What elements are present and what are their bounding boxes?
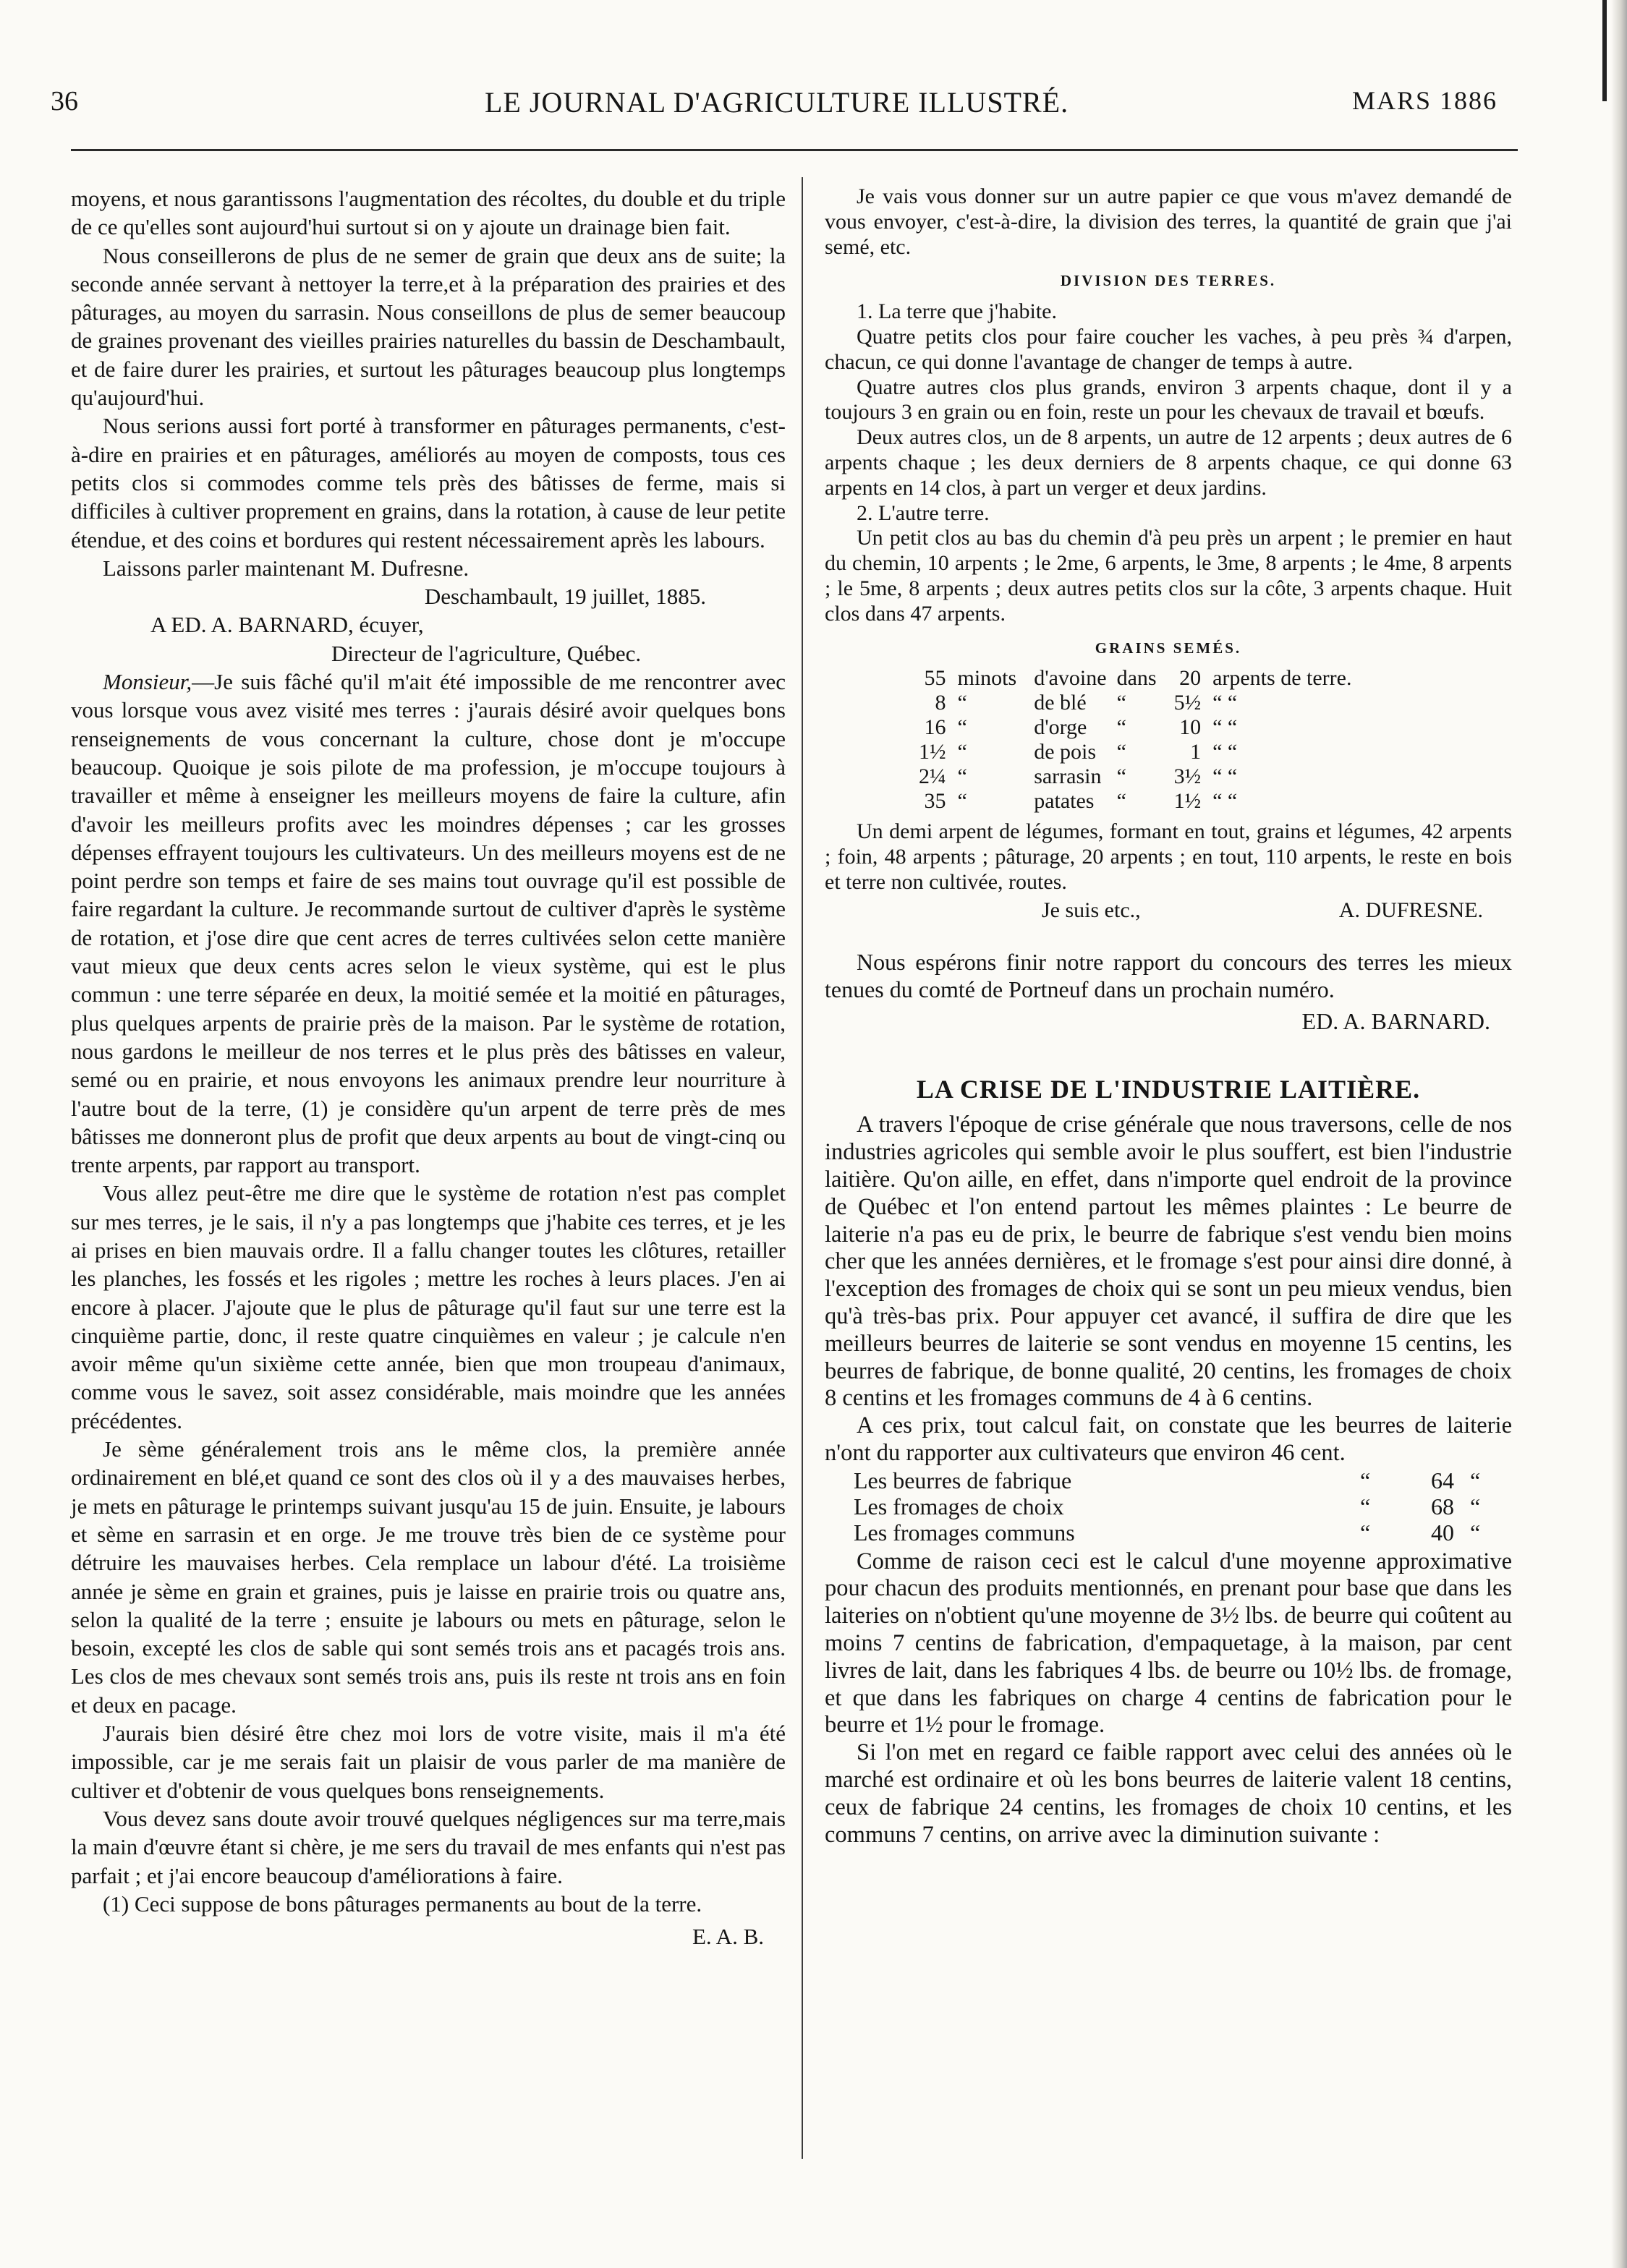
grain-row-ditto2: “ (1116, 691, 1126, 715)
price-row (854, 1493, 1480, 1519)
salutation: Monsieur, (103, 669, 192, 695)
letter-addressee-title: Directeur de l'agriculture, Québec. (331, 640, 642, 666)
paragraph: A travers l'époque de crise générale que nous traversons, celle de nos industries agricoles qui semble avoir le plus souffert, est bien l'industrie laitière. Qu'on aille, en effet, dans n'importe quel endroit de la province de Québec et l'on entend partout les mêmes plaintes : Le beurre de laiterie n'a pas eu de prix, le beurre de fabrique s'est vendu bien moins cher que les années dernières, et le fromage s'est pour ainsi dire donné, à l'exception des fromages de choix qui se sont un peu mieux vendus, bien qu'à très-bas prix. Pour appuyer cet avancé, il suffira de dire que les meilleurs beurres de laiterie se sont vendus en moyenne 15 centins, les beurres de fabrique, de bonne qualité, 20 centins, les fromages de choix 8 centins et les fromages communs de 4 à 6 centins. (825, 1112, 1512, 1412)
price-row-ditto: “ (1360, 1519, 1371, 1546)
grain-row-area: 5½ (1173, 691, 1202, 715)
price-row-label: Les fromages communs (854, 1519, 1075, 1546)
price-row-value: 64 (1431, 1467, 1454, 1493)
grain-row-qty: 1½ (919, 740, 946, 764)
journal-title: LE JOURNAL D'AGRICULTURE ILLUSTRÉ. (485, 86, 1069, 119)
article-heading: LA CRISE DE L'INDUSTRIE LAITIÈRE. (916, 1074, 1421, 1104)
price-row (854, 1467, 1480, 1493)
column-divider (802, 177, 803, 2159)
letter-place-date: Deschambault, 19 juillet, 1885. (424, 584, 706, 610)
grain-row (919, 789, 1362, 814)
price-row-unit: “ (1470, 1467, 1481, 1493)
letter-paragraph: Vous devez sans doute avoir trouvé quelques négligences sur ma terre,mais la main d'œuvre étant si chère, je me sers du travail de mes enfants qui n'est pas parfait ; et j'ai encore beaucoup d'améliorations à faire. (71, 1805, 786, 1888)
grain-row-ditto2: “ (1116, 764, 1126, 789)
paragraph: Nous conseillerons de plus de ne semer de grain que deux ans de suite; la seconde année servant à nettoyer la terre,et à la préparation des prairies et des pâturages, au moyen du sarrasin. Nous conseillons de plus de semer beaucoup de graines provenant des vieilles prairies naturelles du bassin de Deschambault, et de faire durer les prairies, et surtout les pâturages beaucoup plus longtemps qu'aujourd'hui. (71, 242, 786, 411)
grain-row-item: de blé (1034, 691, 1087, 715)
issue-date: MARS 1886 (1351, 86, 1498, 115)
letter-addressee: A ED. A. BARNARD, écuyer, (150, 612, 424, 638)
letter-paragraph: J'aurais bien désiré être chez moi lors de votre visite, mais il m'a été impossible, car je me serais fait un plaisir de vous parler de ma manière de cultiver et d'obtenir de vous quelques bons renseignements. (71, 1721, 786, 1803)
grain-row-qty: 8 (935, 691, 946, 715)
grain-row-qty: 16 (924, 715, 946, 740)
grain-row-ditto3: arpents de terre. (1212, 666, 1352, 691)
grain-row-item: d'orge (1034, 715, 1087, 740)
grain-row-ditto2: “ (1116, 789, 1126, 814)
grain-row-item: d'avoine (1034, 666, 1107, 691)
paragraph: 2. L'autre terre. (857, 500, 990, 525)
grain-row-ditto3: “ “ (1212, 691, 1238, 715)
paragraph: Laissons parler maintenant M. Dufresne. (103, 555, 470, 581)
price-row-ditto: “ (1360, 1467, 1371, 1493)
prices-table (854, 1467, 1480, 1546)
grain-row-area: 1½ (1173, 789, 1202, 814)
paragraph: Comme de raison ceci est le calcul d'une moyenne approximative pour chacun des produits mentionnés, en prenant pour base que dans les laiteries on n'obtient qu'une moyenne de 3½ lbs. de beurre qui coûtent au moins 7 centins de fabrication, d'empaquetage, à la maison, par cent livres de lait, dans les fabriques 4 lbs. de beurre ou 10½ lbs. de fromage, et que dans les fabriques on charge 4 centins de fabrication pour le beurre et 1½ pour le fromage. (825, 1548, 1512, 1739)
price-row-label: Les beurres de fabrique (854, 1467, 1072, 1493)
closing-text: Je suis etc., (1042, 898, 1141, 922)
grain-row (919, 715, 1362, 740)
page-header (51, 85, 1498, 129)
paragraph: Je vais vous donner sur un autre papier ce que vous m'avez demandé de vous envoyer, c'est-à-dire, la division des terres, la quantité de grain que j'ai semé, etc. (825, 184, 1512, 259)
grain-row-ditto3: “ “ (1212, 789, 1238, 814)
grain-row-ditto3: “ “ (1212, 740, 1238, 764)
paragraph: 1. La terre que j'habite. (857, 299, 1057, 324)
edge-mark (1602, 0, 1607, 101)
right-column (825, 184, 1512, 1849)
grain-row (919, 666, 1362, 691)
grain-row-area: 1 (1190, 740, 1202, 764)
grain-row (919, 764, 1362, 789)
grain-row-ditto1: “ (957, 789, 967, 814)
letter-paragraph: Je sème généralement trois ans le même clos, la première année ordinairement en blé,et quand ce sont des clos où il y a des mauvaises herbes, je mets en pâturage le printemps suivant jusqu'au 15 de juin. Ensuite, je labours et sème en sarrasin et en orge. Je me trouve très bien de ce système pour détruire les mauvaises herbes. Cela remplace un labour d'été. La troisième année je sème en grain et graines, puis je laisse en prairie trois ou quatre ans, selon la qualité de la terre ; ensuite je labours ou mets en pâturage, selon le besoin, excepté les clos de sable qui sont semés trois ans et pacagés trois ans. Les clos de mes chevaux sont semés trois ans, puis ils reste nt trois ans en foin et deux en pacage. (71, 1436, 786, 1718)
grain-row-ditto2: dans (1116, 666, 1157, 691)
paragraph: Quatre petits clos pour faire coucher les vaches, à peu près ¾ d'arpen, chacun, ce qui donne l'avantage de changer de temps à autre. (825, 324, 1512, 374)
letter-paragraph (71, 668, 786, 1179)
grain-row-ditto1: “ (957, 740, 967, 764)
grain-row-qty: 55 (924, 666, 946, 691)
grain-row-ditto1: “ (957, 691, 967, 715)
footnote: (1) Ceci suppose de bons pâturages permanents au bout de la terre. (103, 1890, 702, 1917)
grain-row-item: patates (1034, 789, 1095, 814)
price-row-value: 40 (1431, 1519, 1454, 1546)
grain-row-item: de pois (1034, 740, 1097, 764)
section-heading: GRAINS SEMÉS. (1095, 639, 1242, 657)
grain-row-ditto3: “ “ (1212, 764, 1238, 789)
header-rule (71, 149, 1518, 151)
paragraph: A ces prix, tout calcul fait, on constate que les beurres de laiterie n'ont du rapporter aux cultivateurs que environ 46 cent. (825, 1412, 1512, 1466)
grain-row-ditto1: “ (957, 764, 967, 789)
grain-row-item: sarrasin (1034, 764, 1102, 789)
grain-row-ditto3: “ “ (1212, 715, 1238, 740)
grains-table (919, 666, 1362, 814)
grain-row-ditto1: “ (957, 715, 967, 740)
paragraph: moyens, et nous garantissons l'augmentation des récoltes, du double et du triple de ce qu'elles sont aujourd'hui surtout si on y ajoute un drainage bien fait. (71, 186, 786, 240)
price-row-label: Les fromages de choix (854, 1493, 1064, 1519)
left-column (71, 184, 786, 1951)
paragraph: Un petit clos au bas du chemin d'à peu près un arpent ; le premier en haut du chemin, 10 arpents ; le 2me, 6 arpents, le 3me, 8 arpents ; le 4me, 8 arpents ; le 5me, 8 arpents ; deux autres petits clos sur la côte, 3 arpents chaque. Huit clos dans 47 arpents. (825, 526, 1512, 626)
price-row-ditto: “ (1360, 1493, 1371, 1519)
grain-row-ditto2: “ (1116, 740, 1126, 764)
grain-row-area: 10 (1179, 715, 1202, 740)
paragraph: Un demi arpent de légumes, formant en tout, grains et légumes, 42 arpents ; foin, 48 arpents ; pâturage, 20 arpents ; en tout, 110 arpents, le reste en bois et terre non cultivée, routes. (825, 819, 1512, 894)
paragraph: Nous espérons finir notre rapport du concours des terres les mieux tenues du comté de Portneuf dans un prochain numéro. (825, 948, 1512, 1002)
price-row-unit: “ (1470, 1519, 1481, 1546)
author-signature: ED. A. BARNARD. (1301, 1007, 1490, 1034)
paragraph: Si l'on met en regard ce faible rapport avec celui des années où le marché est ordinaire et où les bons beurres de laiterie valent 18 centins, ceux de fabrique 24 centins, les fromages de choix 10 centins, et les communs 7 centins, on arrive avec la diminution suivante : (825, 1739, 1512, 1848)
grain-row-area: 3½ (1173, 764, 1202, 789)
price-row-unit: “ (1470, 1493, 1481, 1519)
footnote-signature: E. A. B. (692, 1924, 764, 1950)
grain-row-qty: 35 (924, 789, 946, 814)
page-edge (1611, 0, 1627, 2268)
paragraph: Nous serions aussi fort porté à transformer en pâturages permanents, c'est-à-dire en prairies et en pâturages, améliorés au moyen de composts, tous ces petits clos si commodes comme tels près des bâtisses de ferme, mais si difficiles à cultiver proprement en grains, dans la rotation, à cause de leur petite étendue, et des coins et bordures qui restent nécessairement après les labours. (71, 413, 786, 553)
paragraph: Deux autres clos, un de 8 arpents, un autre de 12 arpents ; deux autres de 6 arpents chaque ; les deux derniers de 8 arpents chaque, ce qui donne 63 arpents en 14 clos, à part un verger et deux jardins. (825, 425, 1512, 500)
grain-row (919, 740, 1362, 764)
grain-row (919, 691, 1362, 715)
letter-closing (825, 898, 1512, 924)
grain-row-ditto2: “ (1116, 715, 1126, 740)
paragraph: Quatre autres clos plus grands, environ 3 arpents chaque, dont il y a toujours 3 en grain ou en foin, reste un pour les chevaux de travail et bœufs. (825, 375, 1512, 425)
letter-paragraph: Vous allez peut-être me dire que le système de rotation n'est pas complet sur mes terres, je le sais, il n'y a pas longtemps que j'habite ces terres, et je les ai prises en bien mauvais ordre. Il a fallu changer toutes les clôtures, retailler les planches, les fossés et les rigoles ; mettre les roches à leurs places. J'en ai encore à placer. J'ajoute que le plus de pâturage qu'il faut sur une terre est la cinquième partie, donc, il reste quatre cinquièmes en valeur ; je calcule n'en avoir même qu'un sixième cette année, bien que mon troupeau d'animaux, comme vous le savez, soit assez considérable, mais moindre que les années précédentes. (71, 1180, 786, 1433)
letter-text: —Je suis fâché qu'il m'ait été impossible de me rencontrer avec vous lorsque vous avez visité mes terres : j'aurais désiré avoir quelques bons renseignements de vous concernant la culture, chose dont je m'occupe beaucoup. Quoique je sois pilote de ma profession, je m'occupe toujours à travailler et même à enseigner les meilleurs moyens de faire la culture, afin d'avoir les meilleurs profits avec les moindres dépenses ; car les grosses dépenses effrayent toujours les cultivateurs. Un des meilleurs moyens est de ne point perdre son temps et faire de ses mains tout ouvrage qu'il est possible de faire regardant la culture. Je recommande surtout de cultiver d'après le système de rotation, et j'ose dire que cent acres de terres cultivées selon cette manière vaut mieux que deux cents acres selon le vieux système, qui est le plus commun : une terre séparée en deux, la moitié semée et la moitié en pâturages, plus quelques arpents de prairie près de la maison. Par le système de rotation, nous gardons le meilleur de nos terres et le plus près des bâtisses en valeur, semé ou en prairie, et nous envoyons les animaux prendre leur nourriture à l'autre bout de la terre, (1) je considère qu'un arpent de terre près de mes bâtisses me donneront plus de profit que deux arpents au bout de vingt-cinq ou trente arpents, par rapport au transport. (71, 669, 786, 1178)
closing-signature: A. DUFRESNE. (1338, 898, 1483, 922)
grain-row-qty: 2¼ (919, 764, 946, 789)
section-heading: DIVISION DES TERRES. (1060, 272, 1277, 290)
price-row (854, 1519, 1480, 1546)
price-row-value: 68 (1431, 1493, 1454, 1519)
grain-row-ditto1: minots (957, 666, 1017, 691)
grain-row-area: 20 (1179, 666, 1202, 691)
page-number: 36 (51, 86, 78, 116)
